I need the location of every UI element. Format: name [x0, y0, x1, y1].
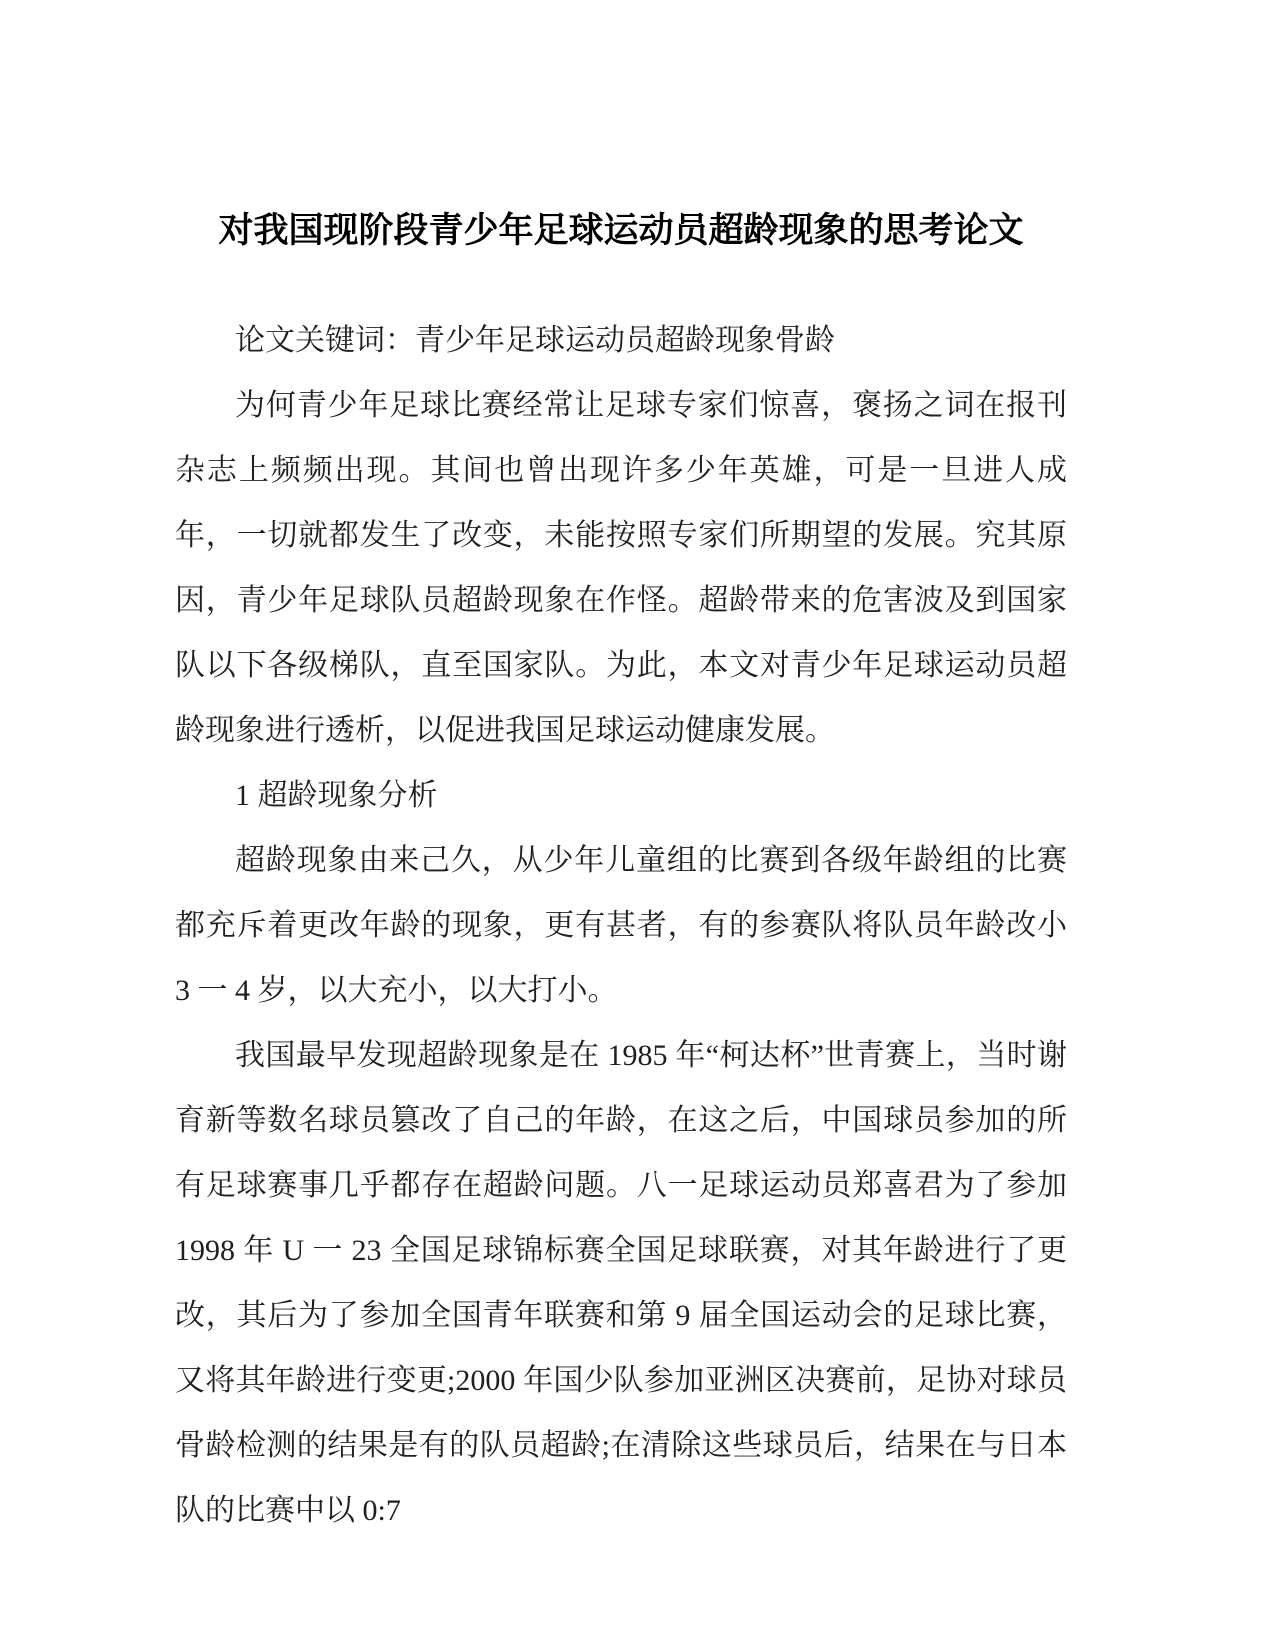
paragraph-keywords: 论文关键词：青少年足球运动员超龄现象骨龄	[235, 324, 835, 357]
section-heading-overage-analysis: 1 超龄现象分析	[235, 779, 438, 812]
document-body	[175, 308, 1067, 1543]
document-content	[175, 0, 1067, 1543]
paragraph-overage-cases: 我国最早发现超龄现象是在 1985 年“柯达杯”世青赛上，当时谢育新等数名球员篡改了自己的年龄，在这之后，中国球员参加的所有足球赛事几乎都存在超龄问题。八一足球运动员郑喜君为了参加 1998 年 U 一 23 全国足球锦标赛全国足球联赛，对其年龄进行了更改，其后为了参加全国青年联赛和第 9 届全国运动会的足球比赛，又将其年龄进行变更;2000 年国少队参加亚洲区决赛前，足协对球员骨龄检测的结果是有的队员超龄;在清除这些球员后，结果在与日本队的比赛中以 0:7	[175, 1039, 1067, 1527]
document-title: 对我国现阶段青少年足球运动员超龄现象的思考论文	[218, 211, 1024, 250]
paragraph-introduction: 为何青少年足球比赛经常让足球专家们惊喜，褒扬之词在报刊杂志上频频出现。其间也曾出现许多少年英雄，可是一旦进人成年，一切就都发生了改变，未能按照专家们所期望的发展。究其原因，青少年足球队员超龄现象在作怪。超龄带来的危害波及到国家队以下各级梯队，直至国家队。为此，本文对青少年足球运动员超龄现象进行透析，以促进我国足球运动健康发展。	[175, 389, 1067, 747]
paragraph-overage-history: 超龄现象由来己久，从少年儿童组的比赛到各级年龄组的比赛都充斥着更改年龄的现象，更有甚者，有的参赛队将队员年龄改小 3 一 4 岁，以大充小，以大打小。	[175, 844, 1067, 1007]
